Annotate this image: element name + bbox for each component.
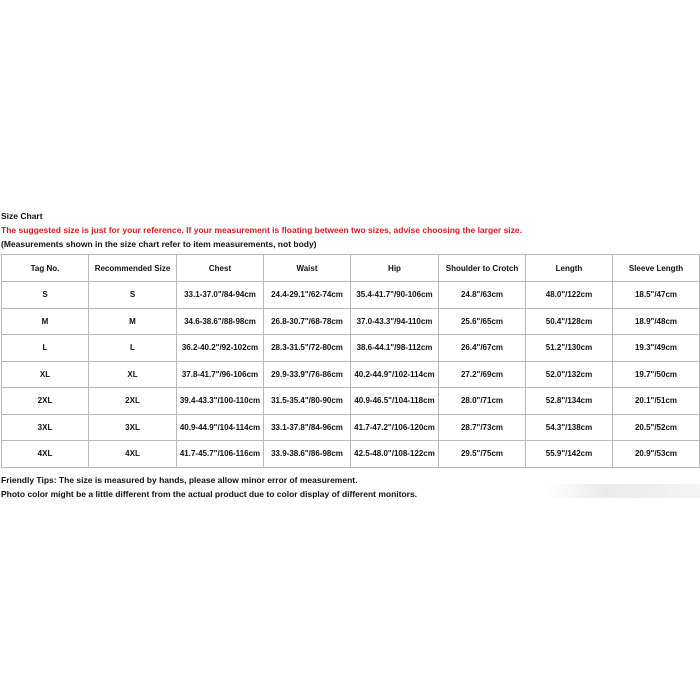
background-fade: [545, 484, 700, 498]
cell-tag-no: 2XL: [2, 388, 89, 415]
cell-sleeve-length: 19.3"/49cm: [613, 335, 700, 362]
cell-recommended-size: M: [89, 308, 177, 335]
cell-chest: 41.7-45.7"/106-116cm: [177, 441, 264, 468]
cell-hip: 40.9-46.5"/104-118cm: [351, 388, 439, 415]
header-recommended-size: Recommended Size: [89, 255, 177, 282]
cell-chest: 40.9-44.9"/104-114cm: [177, 414, 264, 441]
cell-recommended-size: L: [89, 335, 177, 362]
cell-sleeve-length: 20.9"/53cm: [613, 441, 700, 468]
cell-waist: 33.1-37.8"/84-96cm: [264, 414, 351, 441]
cell-tag-no: L: [2, 335, 89, 362]
header-sleeve-length: Sleeve Length: [613, 255, 700, 282]
cell-tag-no: XL: [2, 361, 89, 388]
cell-chest: 39.4-43.3"/100-110cm: [177, 388, 264, 415]
cell-chest: 36.2-40.2"/92-102cm: [177, 335, 264, 362]
cell-tag-no: M: [2, 308, 89, 335]
cell-waist: 24.4-29.1"/62-74cm: [264, 282, 351, 309]
cell-shoulder-to-crotch: 28.0"/71cm: [439, 388, 526, 415]
cell-length: 54.3"/138cm: [526, 414, 613, 441]
cell-waist: 33.9-38.6"/86-98cm: [264, 441, 351, 468]
cell-recommended-size: 2XL: [89, 388, 177, 415]
cell-recommended-size: XL: [89, 361, 177, 388]
header-tag-no: Tag No.: [2, 255, 89, 282]
cell-recommended-size: 3XL: [89, 414, 177, 441]
measurement-note: (Measurements shown in the size chart refer to item measurements, not body): [1, 239, 317, 249]
cell-tag-no: 3XL: [2, 414, 89, 441]
table-row: [2, 361, 700, 388]
header-hip: Hip: [351, 255, 439, 282]
cell-length: 48.0"/122cm: [526, 282, 613, 309]
cell-length: 52.8"/134cm: [526, 388, 613, 415]
cell-shoulder-to-crotch: 27.2"/69cm: [439, 361, 526, 388]
cell-shoulder-to-crotch: 26.4"/67cm: [439, 335, 526, 362]
header-waist: Waist: [264, 255, 351, 282]
cell-chest: 34.6-38.6"/88-98cm: [177, 308, 264, 335]
cell-chest: 37.8-41.7"/96-106cm: [177, 361, 264, 388]
cell-hip: 37.0-43.3"/94-110cm: [351, 308, 439, 335]
cell-hip: 42.5-48.0"/108-122cm: [351, 441, 439, 468]
header-length: Length: [526, 255, 613, 282]
cell-hip: 38.6-44.1"/98-112cm: [351, 335, 439, 362]
cell-waist: 29.9-33.9"/76-86cm: [264, 361, 351, 388]
cell-sleeve-length: 18.9"/48cm: [613, 308, 700, 335]
table-row: [2, 414, 700, 441]
cell-hip: 35.4-41.7"/90-106cm: [351, 282, 439, 309]
photo-color-note: Photo color might be a little different from the actual product due to color display of different monitors.: [1, 488, 418, 499]
cell-tag-no: S: [2, 282, 89, 309]
cell-length: 52.0"/132cm: [526, 361, 613, 388]
size-chart-title: Size Chart: [1, 211, 43, 221]
header-chest: Chest: [177, 255, 264, 282]
cell-chest: 33.1-37.0"/84-94cm: [177, 282, 264, 309]
cell-shoulder-to-crotch: 24.8"/63cm: [439, 282, 526, 309]
table-row: [2, 308, 700, 335]
cell-waist: 26.8-30.7"/68-78cm: [264, 308, 351, 335]
cell-hip: 41.7-47.2"/106-120cm: [351, 414, 439, 441]
header-shoulder-to-crotch: Shoulder to Crotch: [439, 255, 526, 282]
cell-waist: 28.3-31.5"/72-80cm: [264, 335, 351, 362]
cell-sleeve-length: 20.1"/51cm: [613, 388, 700, 415]
cell-tag-no: 4XL: [2, 441, 89, 468]
cell-recommended-size: 4XL: [89, 441, 177, 468]
cell-hip: 40.2-44.9"/102-114cm: [351, 361, 439, 388]
cell-waist: 31.5-35.4"/80-90cm: [264, 388, 351, 415]
cell-sleeve-length: 18.5"/47cm: [613, 282, 700, 309]
table-row: [2, 441, 700, 468]
cell-shoulder-to-crotch: 28.7"/73cm: [439, 414, 526, 441]
table-header-row: [2, 255, 700, 282]
friendly-tips: Friendly Tips: The size is measured by hands, please allow minor error of measurement.: [1, 474, 358, 485]
cell-shoulder-to-crotch: 25.6"/65cm: [439, 308, 526, 335]
table-row: [2, 388, 700, 415]
cell-length: 55.9"/142cm: [526, 441, 613, 468]
cell-sleeve-length: 20.5"/52cm: [613, 414, 700, 441]
cell-length: 50.4"/128cm: [526, 308, 613, 335]
cell-recommended-size: S: [89, 282, 177, 309]
cell-sleeve-length: 19.7"/50cm: [613, 361, 700, 388]
cell-shoulder-to-crotch: 29.5"/75cm: [439, 441, 526, 468]
size-table: [1, 254, 700, 468]
table-row: [2, 335, 700, 362]
size-chart-sheet: [0, 210, 700, 501]
size-suggestion-notice: The suggested size is just for your reference. If your measurement is floating between two sizes, advise choosing the larger size.: [1, 225, 523, 235]
cell-length: 51.2"/130cm: [526, 335, 613, 362]
table-row: [2, 282, 700, 309]
